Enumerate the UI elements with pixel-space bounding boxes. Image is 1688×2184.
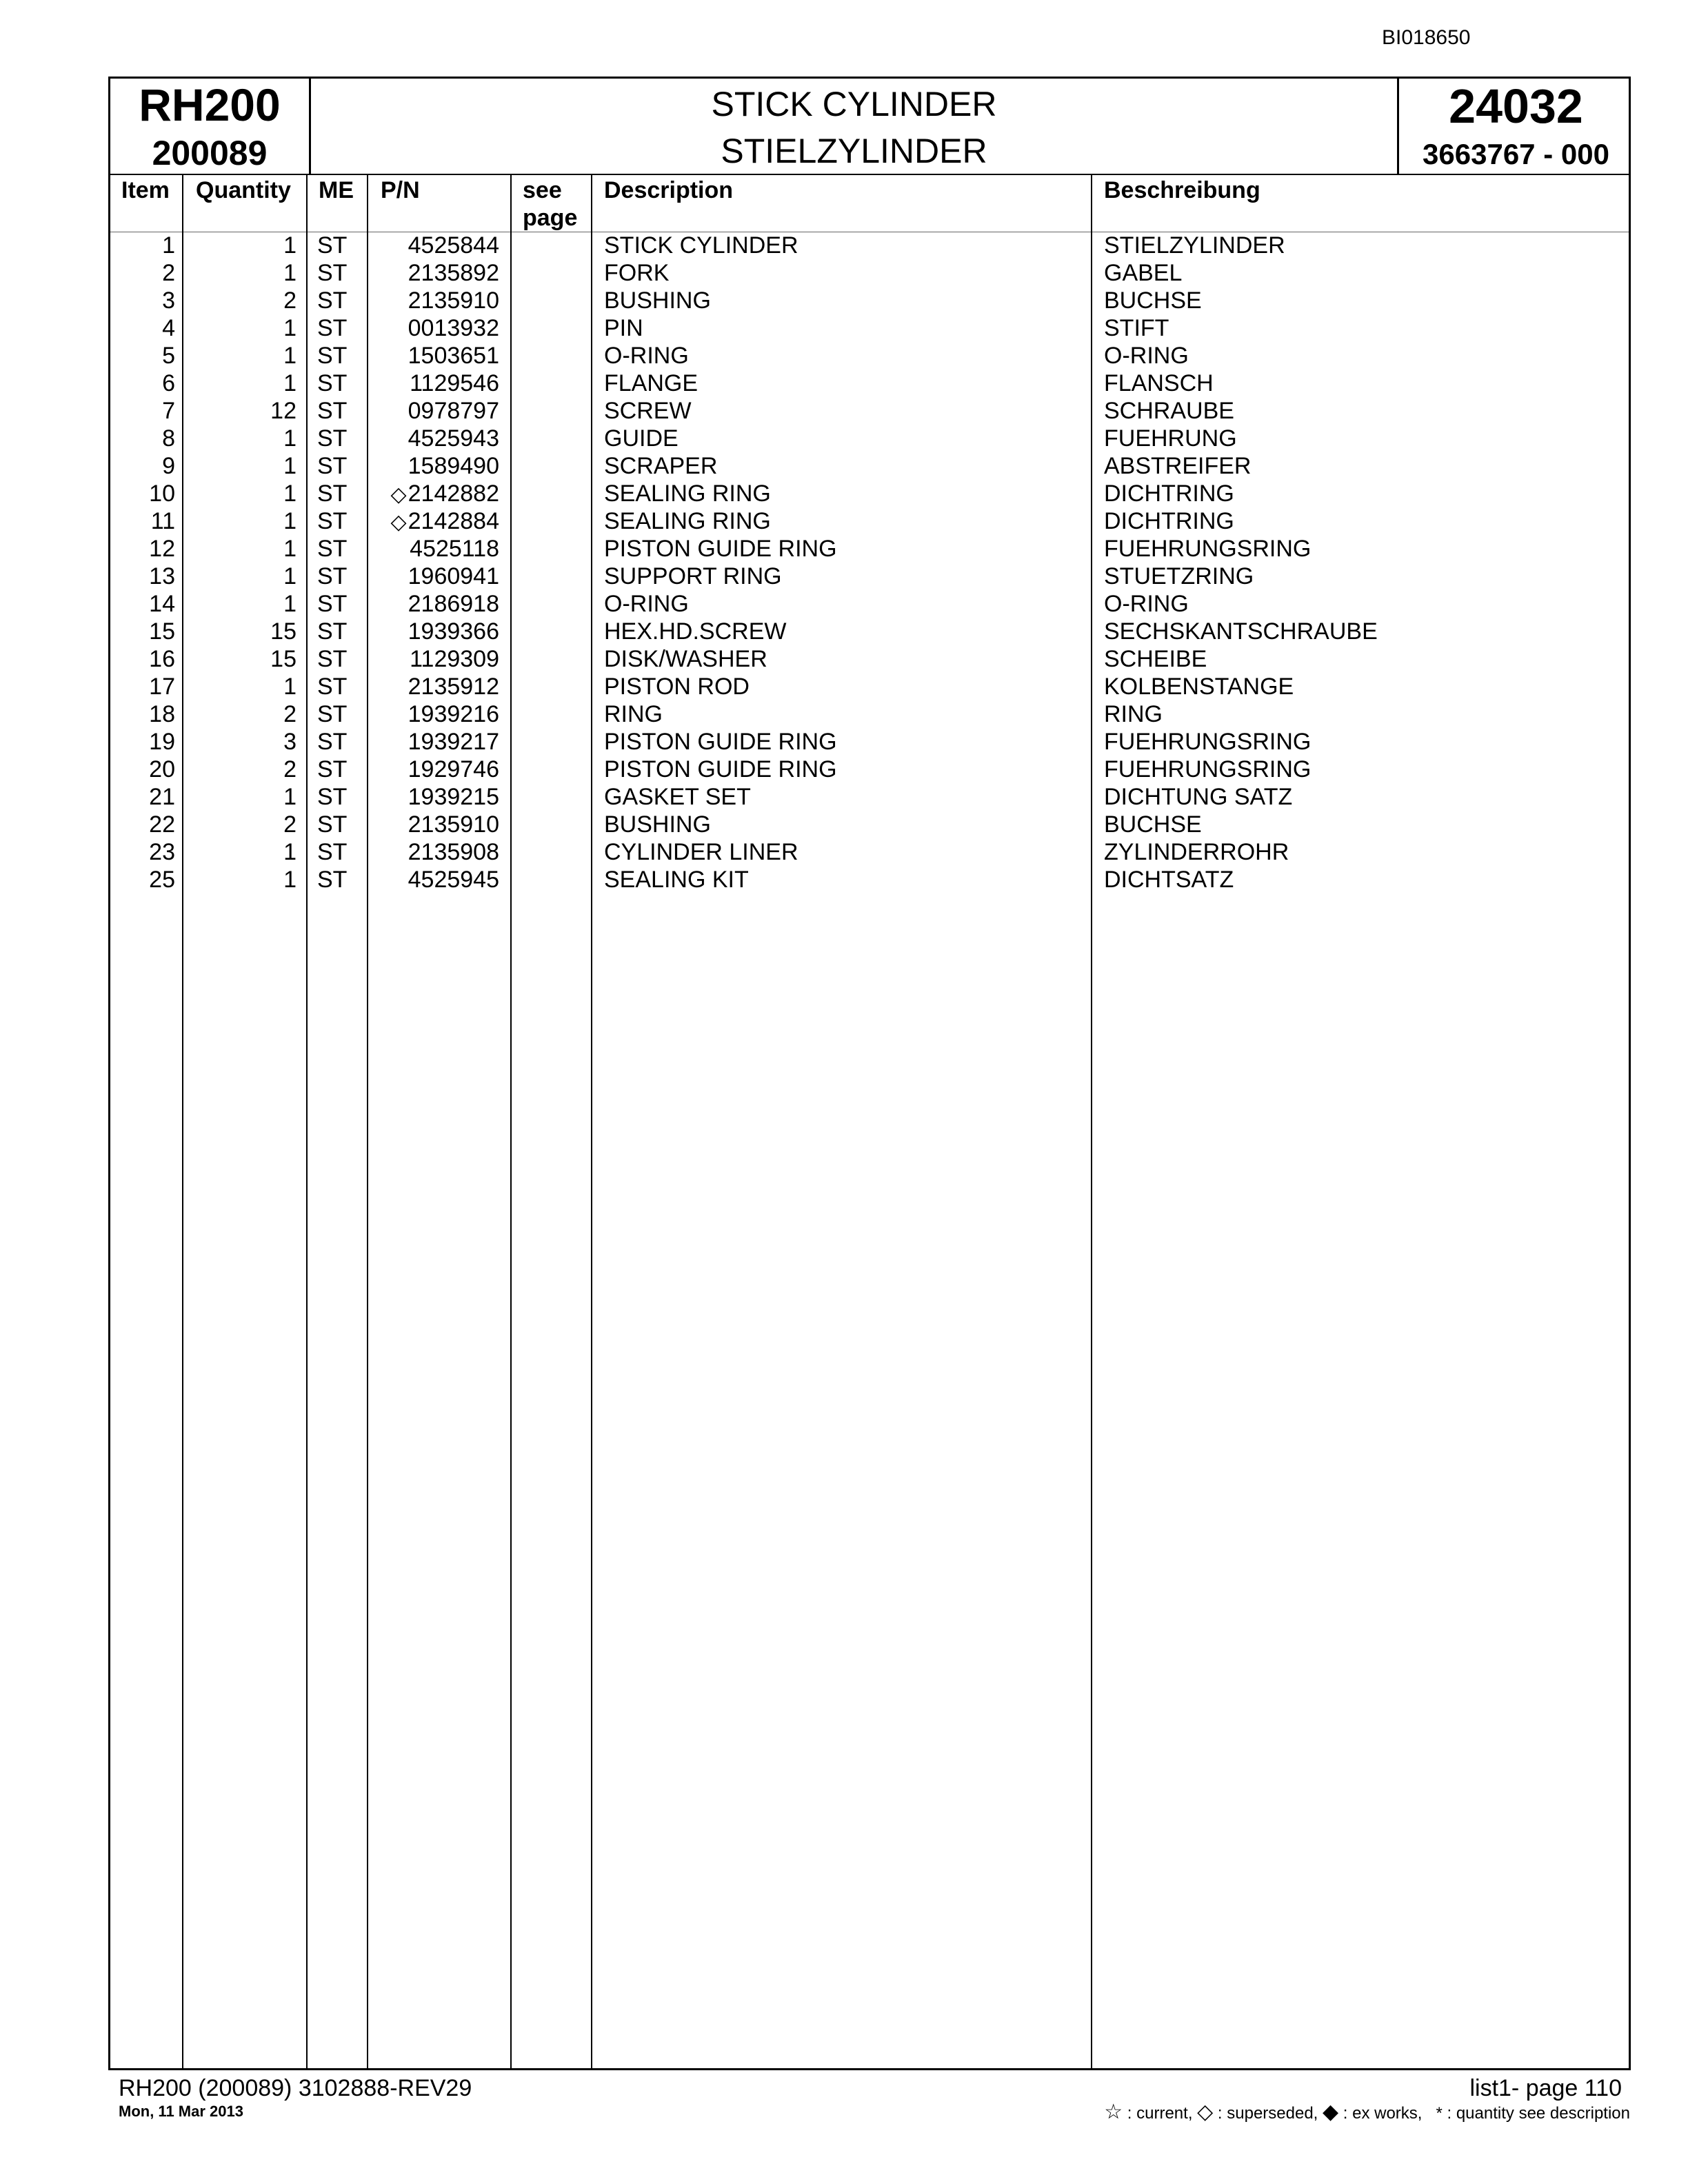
superseded-diamond-icon: ◇ bbox=[1197, 2101, 1214, 2123]
description: HEX.HD.SCREW bbox=[604, 618, 787, 645]
quantity: 1 bbox=[283, 784, 297, 810]
beschreibung: GABEL bbox=[1104, 260, 1183, 286]
unit: ST bbox=[317, 315, 348, 341]
item-number: 15 bbox=[149, 618, 175, 645]
unit: ST bbox=[317, 343, 348, 369]
description: O-RING bbox=[604, 343, 689, 369]
description: PISTON GUIDE RING bbox=[604, 729, 837, 755]
table-row bbox=[110, 232, 1629, 259]
unit: ST bbox=[317, 536, 348, 562]
quantity: 2 bbox=[283, 287, 297, 314]
item-number: 23 bbox=[149, 839, 175, 865]
item-number: 21 bbox=[149, 784, 175, 810]
unit: ST bbox=[317, 260, 348, 286]
beschreibung: RING bbox=[1104, 701, 1163, 727]
item-number: 11 bbox=[150, 508, 175, 534]
beschreibung: SCHEIBE bbox=[1104, 646, 1207, 672]
part-number: 2135892 bbox=[408, 260, 499, 286]
unit: ST bbox=[317, 701, 348, 727]
ex-works-diamond-icon: ◆ bbox=[1323, 2101, 1339, 2123]
part-number: 1939217 bbox=[408, 729, 499, 755]
title-german: STIELZYLINDER bbox=[721, 132, 987, 170]
quantity: 1 bbox=[283, 315, 297, 341]
description: DISK/WASHER bbox=[604, 646, 767, 672]
column-header-beschreibung: Beschreibung bbox=[1104, 177, 1260, 203]
machine-serial: 200089 bbox=[152, 134, 268, 172]
unit: ST bbox=[317, 563, 348, 589]
description: PIN bbox=[604, 315, 643, 341]
description: FLANGE bbox=[604, 370, 699, 396]
unit: ST bbox=[317, 867, 348, 893]
part-number bbox=[381, 507, 499, 536]
footer-date: Mon, 11 Mar 2013 bbox=[119, 2103, 243, 2120]
quantity: 1 bbox=[283, 453, 297, 479]
quantity: 1 bbox=[283, 536, 297, 562]
part-number: 1589490 bbox=[408, 453, 499, 479]
unit: ST bbox=[317, 591, 348, 617]
legend-superseded: : superseded, bbox=[1217, 2104, 1318, 2123]
beschreibung: FUEHRUNGSRING bbox=[1104, 729, 1312, 755]
beschreibung: FUEHRUNGSRING bbox=[1104, 756, 1312, 782]
item-number: 1 bbox=[162, 232, 175, 259]
beschreibung: DICHTRING bbox=[1104, 481, 1234, 507]
beschreibung: BUCHSE bbox=[1104, 287, 1202, 314]
beschreibung: FLANSCH bbox=[1104, 370, 1214, 396]
table-row bbox=[110, 673, 1629, 700]
unit: ST bbox=[317, 370, 348, 396]
description: PISTON GUIDE RING bbox=[604, 536, 837, 562]
unit: ST bbox=[317, 756, 348, 782]
item-number: 8 bbox=[162, 425, 175, 452]
quantity: 1 bbox=[283, 839, 297, 865]
table-row bbox=[110, 811, 1629, 838]
quantity: 3 bbox=[283, 729, 297, 755]
item-number: 13 bbox=[149, 563, 175, 589]
table-row bbox=[110, 590, 1629, 618]
table-row bbox=[110, 452, 1629, 480]
beschreibung: BUCHSE bbox=[1104, 811, 1202, 838]
beschreibung: FUEHRUNGSRING bbox=[1104, 536, 1312, 562]
quantity: 2 bbox=[283, 811, 297, 838]
symbol-legend bbox=[1104, 2100, 1630, 2124]
description: SCRAPER bbox=[604, 453, 718, 479]
description: SUPPORT RING bbox=[604, 563, 782, 589]
table-row bbox=[110, 618, 1629, 645]
beschreibung: SCHRAUBE bbox=[1104, 398, 1234, 424]
unit: ST bbox=[317, 618, 348, 645]
part-number: 0013932 bbox=[408, 315, 499, 341]
description: GUIDE bbox=[604, 425, 679, 452]
description: RING bbox=[604, 701, 663, 727]
beschreibung: STIFT bbox=[1104, 315, 1169, 341]
column-header-description: Description bbox=[604, 177, 734, 203]
column-header-pn: P/N bbox=[381, 177, 420, 203]
beschreibung: STUETZRING bbox=[1104, 563, 1254, 589]
quantity: 1 bbox=[283, 343, 297, 369]
quantity: 1 bbox=[283, 260, 297, 286]
part-number: 1129309 bbox=[410, 646, 499, 672]
parts-list-frame bbox=[108, 77, 1631, 2070]
quantity: 2 bbox=[283, 756, 297, 782]
beschreibung: ZYLINDERROHR bbox=[1104, 839, 1289, 865]
superseded-icon: ◇ bbox=[390, 483, 407, 506]
table-row bbox=[110, 287, 1629, 314]
table-row bbox=[110, 425, 1629, 452]
part-number: 0978797 bbox=[408, 398, 499, 424]
group-reference: 3663767 - 000 bbox=[1423, 138, 1609, 170]
unit: ST bbox=[317, 287, 348, 314]
part-number: 4525844 bbox=[408, 232, 499, 259]
part-number: 1939215 bbox=[408, 784, 499, 810]
legend-ex-works: : ex works, bbox=[1343, 2104, 1423, 2123]
description: SEALING RING bbox=[604, 508, 771, 534]
item-number: 19 bbox=[149, 729, 175, 755]
table-row bbox=[110, 535, 1629, 563]
superseded-icon: ◇ bbox=[390, 511, 407, 534]
quantity: 1 bbox=[283, 481, 297, 507]
table-row bbox=[110, 756, 1629, 783]
part-number: 1929746 bbox=[408, 756, 499, 782]
item-number: 9 bbox=[162, 453, 175, 479]
item-number: 6 bbox=[162, 370, 175, 396]
item-number: 7 bbox=[162, 398, 175, 424]
legend-current: : current, bbox=[1127, 2104, 1193, 2123]
beschreibung: DICHTSATZ bbox=[1104, 867, 1234, 893]
part-number: 1939366 bbox=[408, 618, 499, 645]
current-star-icon: ☆ bbox=[1104, 2101, 1123, 2123]
description: STICK CYLINDER bbox=[604, 232, 798, 259]
unit: ST bbox=[317, 398, 348, 424]
quantity: 1 bbox=[283, 591, 297, 617]
quantity: 1 bbox=[283, 867, 297, 893]
legend-quantity: : quantity see description bbox=[1447, 2104, 1630, 2123]
table-row bbox=[110, 783, 1629, 811]
quantity: 1 bbox=[283, 674, 297, 700]
part-number: 1503651 bbox=[408, 343, 499, 369]
title-english: STICK CYLINDER bbox=[711, 85, 997, 123]
description: CYLINDER LINER bbox=[604, 839, 798, 865]
item-number: 25 bbox=[149, 867, 175, 893]
table-row bbox=[110, 259, 1629, 287]
column-header-quantity: Quantity bbox=[196, 177, 291, 203]
part-number: 2135908 bbox=[408, 839, 499, 865]
quantity: 1 bbox=[283, 370, 297, 396]
beschreibung: KOLBENSTANGE bbox=[1104, 674, 1294, 700]
column-header-see-page: see bbox=[523, 177, 562, 203]
table-row bbox=[110, 700, 1629, 728]
column-header-see-page-2: page bbox=[523, 205, 578, 231]
description: BUSHING bbox=[604, 811, 711, 838]
table-row bbox=[110, 480, 1629, 507]
item-number: 2 bbox=[162, 260, 175, 286]
machine-model: RH200 bbox=[139, 79, 281, 130]
part-number-value: 2142882 bbox=[408, 481, 499, 507]
description: SEALING KIT bbox=[604, 867, 749, 893]
quantity: 1 bbox=[283, 508, 297, 534]
part-number: 4525943 bbox=[408, 425, 499, 452]
column-header-item: Item bbox=[121, 177, 170, 203]
footer-document-ref: RH200 (200089) 3102888-REV29 bbox=[119, 2075, 472, 2101]
unit: ST bbox=[317, 481, 348, 507]
unit: ST bbox=[317, 508, 348, 534]
description: BUSHING bbox=[604, 287, 711, 314]
unit: ST bbox=[317, 425, 348, 452]
description: SEALING RING bbox=[604, 481, 771, 507]
group-number: 24032 bbox=[1449, 79, 1583, 133]
beschreibung: FUEHRUNG bbox=[1104, 425, 1237, 452]
table-row bbox=[110, 645, 1629, 673]
table-row bbox=[110, 866, 1629, 893]
table-row bbox=[110, 314, 1629, 342]
part-number: 2135910 bbox=[408, 811, 499, 838]
table-row bbox=[110, 838, 1629, 866]
item-number: 22 bbox=[149, 811, 175, 838]
quantity: 1 bbox=[283, 232, 297, 259]
description: PISTON ROD bbox=[604, 674, 750, 700]
quantity: 1 bbox=[283, 425, 297, 452]
part-number: 1939216 bbox=[408, 701, 499, 727]
beschreibung: ABSTREIFER bbox=[1104, 453, 1252, 479]
item-number: 10 bbox=[149, 481, 175, 507]
table-row bbox=[110, 563, 1629, 590]
item-number: 17 bbox=[149, 674, 175, 700]
footer-page-number: list1- page 110 bbox=[1469, 2075, 1622, 2101]
part-number bbox=[381, 480, 499, 509]
item-number: 3 bbox=[162, 287, 175, 314]
item-number: 20 bbox=[149, 756, 175, 782]
table-row bbox=[110, 397, 1629, 425]
beschreibung: DICHTRING bbox=[1104, 508, 1234, 534]
part-number: 2135910 bbox=[408, 287, 499, 314]
item-number: 4 bbox=[162, 315, 175, 341]
quantity-asterisk-icon: * bbox=[1436, 2104, 1443, 2123]
item-number: 5 bbox=[162, 343, 175, 369]
quantity: 15 bbox=[270, 618, 297, 645]
description: GASKET SET bbox=[604, 784, 751, 810]
description: FORK bbox=[604, 260, 670, 286]
quantity: 15 bbox=[270, 646, 297, 672]
item-number: 12 bbox=[149, 536, 175, 562]
description: SCREW bbox=[604, 398, 692, 424]
part-number: 1129546 bbox=[410, 370, 499, 396]
unit: ST bbox=[317, 784, 348, 810]
part-number: 2135912 bbox=[408, 674, 499, 700]
item-number: 14 bbox=[149, 591, 175, 617]
beschreibung: SECHSKANTSCHRAUBE bbox=[1104, 618, 1378, 645]
unit: ST bbox=[317, 232, 348, 259]
unit: ST bbox=[317, 453, 348, 479]
unit: ST bbox=[317, 674, 348, 700]
part-number: 4525118 bbox=[410, 536, 499, 562]
description: O-RING bbox=[604, 591, 689, 617]
beschreibung: DICHTUNG SATZ bbox=[1104, 784, 1293, 810]
quantity: 12 bbox=[270, 398, 297, 424]
part-number: 1960941 bbox=[408, 563, 499, 589]
unit: ST bbox=[317, 646, 348, 672]
part-number: 2186918 bbox=[408, 591, 499, 617]
unit: ST bbox=[317, 811, 348, 838]
beschreibung: O-RING bbox=[1104, 343, 1189, 369]
table-row bbox=[110, 370, 1629, 397]
part-number-value: 2142884 bbox=[408, 508, 499, 534]
table-row bbox=[110, 507, 1629, 535]
header-rule bbox=[110, 174, 1629, 175]
column-header-me: ME bbox=[319, 177, 354, 203]
item-number: 18 bbox=[149, 701, 175, 727]
unit: ST bbox=[317, 839, 348, 865]
table-row bbox=[110, 728, 1629, 756]
beschreibung: O-RING bbox=[1104, 591, 1189, 617]
quantity: 1 bbox=[283, 563, 297, 589]
unit: ST bbox=[317, 729, 348, 755]
quantity: 2 bbox=[283, 701, 297, 727]
table-row bbox=[110, 342, 1629, 370]
part-number: 4525945 bbox=[408, 867, 499, 893]
description: PISTON GUIDE RING bbox=[604, 756, 837, 782]
item-number: 16 bbox=[149, 646, 175, 672]
document-id: BI018650 bbox=[1382, 26, 1471, 49]
beschreibung: STIELZYLINDER bbox=[1104, 232, 1285, 259]
